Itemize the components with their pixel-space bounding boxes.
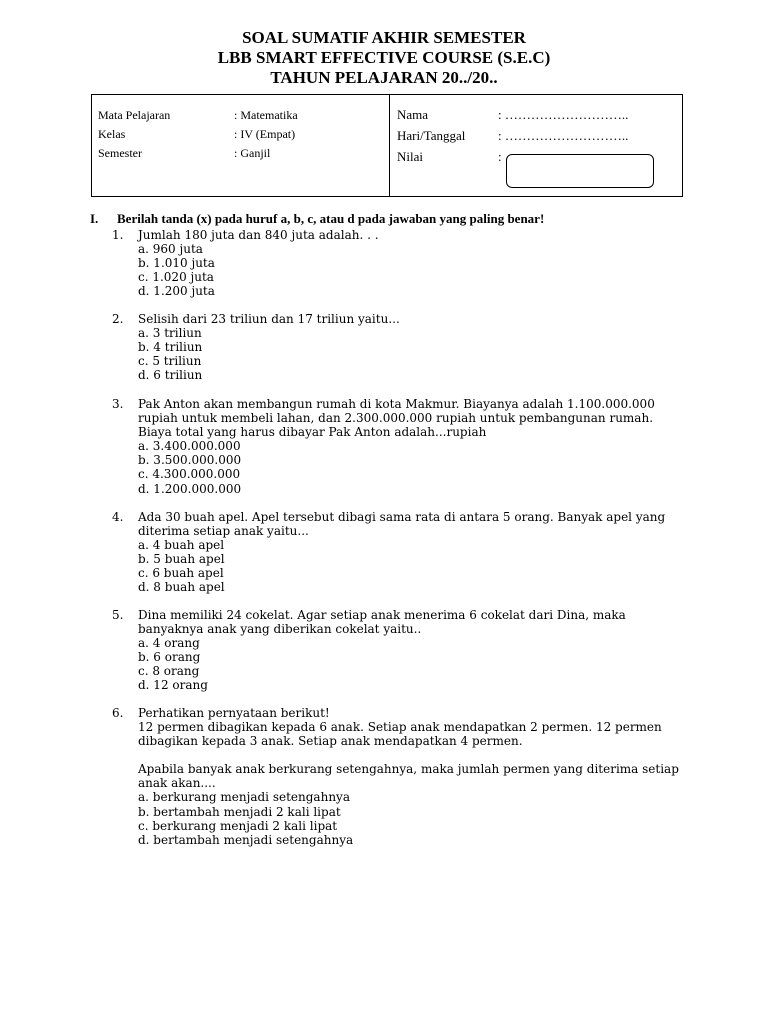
- title-line-2: LBB SMART EFFECTIVE COURSE (S.E.C): [217, 48, 551, 67]
- answer-option[interactable]: d. 1.200 juta: [138, 284, 215, 299]
- question-number: 1.: [112, 228, 124, 242]
- answer-option[interactable]: d. 1.200.000.000: [138, 481, 242, 496]
- answer-option[interactable]: c. 1.020 juta: [138, 270, 214, 285]
- info-name-label: Nama: [397, 107, 429, 122]
- info-semester-value: : Ganjil: [234, 146, 271, 160]
- score-box[interactable]: [506, 154, 654, 188]
- question-body: [138, 228, 692, 298]
- question-4: [112, 510, 692, 595]
- question-text: anak akan....: [138, 776, 216, 791]
- question-text: Selisih dari 23 triliun dan 17 triliun yaitu...: [138, 312, 400, 326]
- answer-option[interactable]: d. 8 buah apel: [138, 580, 225, 595]
- document-title: [0, 28, 768, 88]
- answer-option[interactable]: b. 3.500.000.000: [138, 453, 242, 468]
- question-number: 2.: [112, 312, 124, 326]
- question-text: dibagikan kepada 3 anak. Setiap anak mendapatkan 4 permen.: [138, 734, 523, 749]
- info-class-label: Kelas: [98, 127, 126, 141]
- info-date-label: Hari/Tanggal: [397, 128, 466, 143]
- student-info-box: [91, 94, 683, 197]
- answer-option[interactable]: b. 4 triliun: [138, 340, 203, 355]
- answer-option[interactable]: c. 6 buah apel: [138, 566, 224, 581]
- answer-option[interactable]: c. berkurang menjadi 2 kali lipat: [138, 818, 338, 833]
- question-2: [112, 312, 692, 382]
- answer-option[interactable]: b. 6 orang: [138, 650, 201, 665]
- question-body: [138, 397, 692, 496]
- info-date-field[interactable]: : ………………………..: [498, 128, 629, 143]
- answer-option[interactable]: c. 4.300.000.000: [138, 467, 241, 482]
- info-semester-label: Semester: [98, 146, 142, 160]
- question-body: [138, 608, 692, 693]
- answer-option[interactable]: c. 8 orang: [138, 664, 200, 679]
- answer-option[interactable]: d. bertambah menjadi setengahnya: [138, 832, 354, 847]
- question-number: 3.: [112, 397, 124, 411]
- answer-option[interactable]: b. 1.010 juta: [138, 256, 215, 271]
- info-box-divider: [389, 95, 390, 196]
- question-number: 5.: [112, 608, 124, 622]
- question-text: diterima setiap anak yaitu...: [138, 524, 309, 539]
- info-name-field[interactable]: : ………………………..: [498, 107, 629, 122]
- question-body: [138, 706, 692, 847]
- question-text: banyaknya anak yang diberikan cokelat yaitu..: [138, 622, 422, 637]
- answer-option[interactable]: a. 4 orang: [138, 636, 200, 651]
- answer-option[interactable]: a. 960 juta: [138, 242, 203, 257]
- answer-option[interactable]: d. 6 triliun: [138, 368, 203, 383]
- answer-option[interactable]: b. bertambah menjadi 2 kali lipat: [138, 804, 341, 819]
- title-line-3: TAHUN PELAJARAN 20../20..: [270, 68, 498, 87]
- question-text: Biaya total yang harus dibayar Pak Anton adalah...rupiah: [138, 425, 487, 440]
- answer-option[interactable]: a. berkurang menjadi setengahnya: [138, 790, 350, 805]
- question-5: [112, 608, 692, 693]
- question-number: 4.: [112, 510, 124, 524]
- info-class-value: : IV (Empat): [234, 127, 296, 141]
- answer-option[interactable]: a. 4 buah apel: [138, 538, 225, 553]
- info-subject-label: Mata Pelajaran: [98, 108, 171, 122]
- info-subject-value: : Matematika: [234, 108, 298, 122]
- question-text: Ada 30 buah apel. Apel tersebut dibagi sama rata di antara 5 orang. Banyak apel yang: [138, 510, 666, 524]
- title-line-1: SOAL SUMATIF AKHIR SEMESTER: [242, 28, 526, 47]
- question-1: [112, 228, 692, 298]
- question-text: Apabila banyak anak berkurang setengahnya, maka jumlah permen yang diterima setiap: [138, 762, 679, 777]
- question-body: [138, 510, 692, 595]
- answer-option[interactable]: c. 5 triliun: [138, 354, 202, 369]
- answer-option[interactable]: d. 12 orang: [138, 678, 208, 693]
- answer-option[interactable]: a. 3.400.000.000: [138, 439, 241, 454]
- answer-option[interactable]: b. 5 buah apel: [138, 552, 225, 567]
- section-number: I.: [90, 211, 99, 226]
- question-3: [112, 397, 692, 496]
- question-text: rupiah untuk membeli lahan, dan 2.300.000.000 rupiah untuk pembangunan rumah.: [138, 411, 654, 426]
- question-number: 6.: [112, 706, 124, 720]
- info-score-label: Nilai: [397, 149, 423, 164]
- info-score-colon: :: [498, 149, 502, 164]
- section-instruction: Berilah tanda (x) pada huruf a, b, c, atau d pada jawaban yang paling benar!: [117, 211, 545, 226]
- question-body: [138, 312, 692, 382]
- question-text: Perhatikan pernyataan berikut!: [138, 706, 330, 720]
- question-text: Dina memiliki 24 cokelat. Agar setiap anak menerima 6 cokelat dari Dina, maka: [138, 608, 626, 622]
- question-text: 12 permen dibagikan kepada 6 anak. Setiap anak mendapatkan 2 permen. 12 permen: [138, 720, 662, 735]
- question-6: [112, 706, 692, 847]
- question-text: Pak Anton akan membangun rumah di kota Makmur. Biayanya adalah 1.100.000.000: [138, 397, 655, 411]
- question-spacer: [138, 748, 692, 762]
- question-text: Jumlah 180 juta dan 840 juta adalah. . .: [138, 228, 379, 242]
- answer-option[interactable]: a. 3 triliun: [138, 326, 202, 341]
